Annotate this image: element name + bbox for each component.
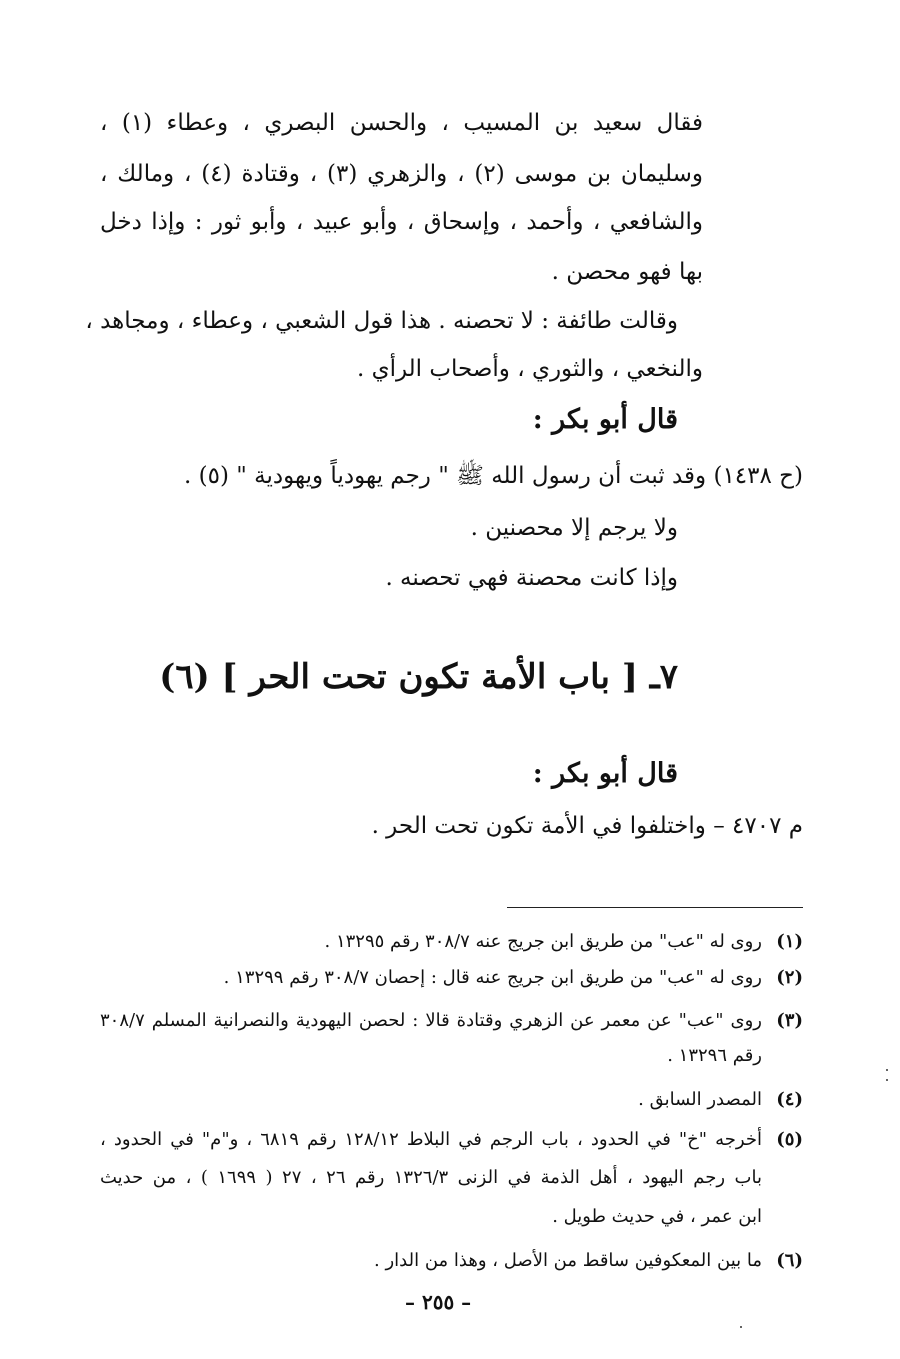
footnote-text: باب رجم اليهود ، أهل الذمة في الزنى ١٣٢٦/٣ رقم ٢٦ ، ٢٧ ( ١٦٩٩ ) ، من حديث [100, 1167, 762, 1188]
scan-speck [740, 1326, 742, 1328]
scan-speck [886, 1069, 888, 1071]
body-line: ولا يرجم إلا محصنين . [470, 515, 678, 541]
body-line: وسليمان بن موسى (٢) ، والزهري (٣) ، وقتادة (٤) ، ومالك ، [100, 161, 703, 187]
footnote-number: (١) [776, 931, 803, 952]
footnote-separator [507, 907, 803, 908]
footnote-text: روى "عب" عن معمر عن الزهري وقتادة قالا : لحصن اليهودية والنصرانية المسلم ٣٠٨/٧ [100, 1010, 762, 1031]
scan-speck [886, 1079, 888, 1081]
masala-line: م ٤٧٠٧ – واختلفوا في الأمة تكون تحت الحر . [371, 813, 803, 839]
footnote-number: (٢) [776, 967, 803, 988]
body-line: والشافعي ، وأحمد ، وإسحاق ، وأبو عبيد ، وأبو ثور : وإذا دخل [100, 209, 703, 235]
footnote-number: (٣) [776, 1010, 803, 1031]
footnote-text: روى له "عب" من طريق ابن جريج عنه ٣٠٨/٧ رقم ١٣٢٩٥ . [324, 931, 762, 952]
section-heading: قال أبو بكر : [532, 758, 678, 789]
body-line: فقال سعيد بن المسيب ، والحسن البصري ، وعطاء (١) ، [100, 110, 703, 136]
footnote-text: أخرجه "خ" في الحدود ، باب الرجم في البلاط ١٢٨/١٢ رقم ٦٨١٩ ، و"م" في الحدود ، [100, 1129, 762, 1150]
body-line: بها فهو محصن . [551, 259, 703, 285]
footnote-text: ما بين المعكوفين ساقط من الأصل ، وهذا من الدار . [374, 1250, 762, 1271]
body-line: وقالت طائفة : لا تحصنه . هذا قول الشعبي ، وعطاء ، ومجاهد ، [85, 308, 678, 334]
page-number: – ٢٥٥ – [405, 1290, 472, 1314]
body-line: والنخعي ، والثوري ، وأصحاب الرأي . [356, 356, 703, 382]
footnote-text: ابن عمر ، في حديث طويل . [552, 1206, 762, 1227]
footnote-number: (٤) [776, 1089, 803, 1110]
footnote-number: (٦) [776, 1250, 803, 1271]
body-line: وإذا كانت محصنة فهي تحصنه . [385, 565, 678, 591]
hadith-line: (ح ١٤٣٨) وقد ثبت أن رسول الله ﷺ " رجم يهودياً ويهودية " (٥) . [184, 463, 803, 489]
footnote-text: رقم ١٣٢٩٦ . [667, 1045, 762, 1066]
footnote-text: روى له "عب" من طريق ابن جريج عنه قال : إحصان ٣٠٨/٧ رقم ١٣٢٩٩ . [223, 967, 762, 988]
footnote-number: (٥) [776, 1129, 803, 1150]
chapter-title: ٧ـ [ باب الأمة تكون تحت الحر ] (٦) [159, 657, 678, 697]
footnote-text: المصدر السابق . [638, 1089, 762, 1110]
section-heading: قال أبو بكر : [532, 404, 678, 435]
